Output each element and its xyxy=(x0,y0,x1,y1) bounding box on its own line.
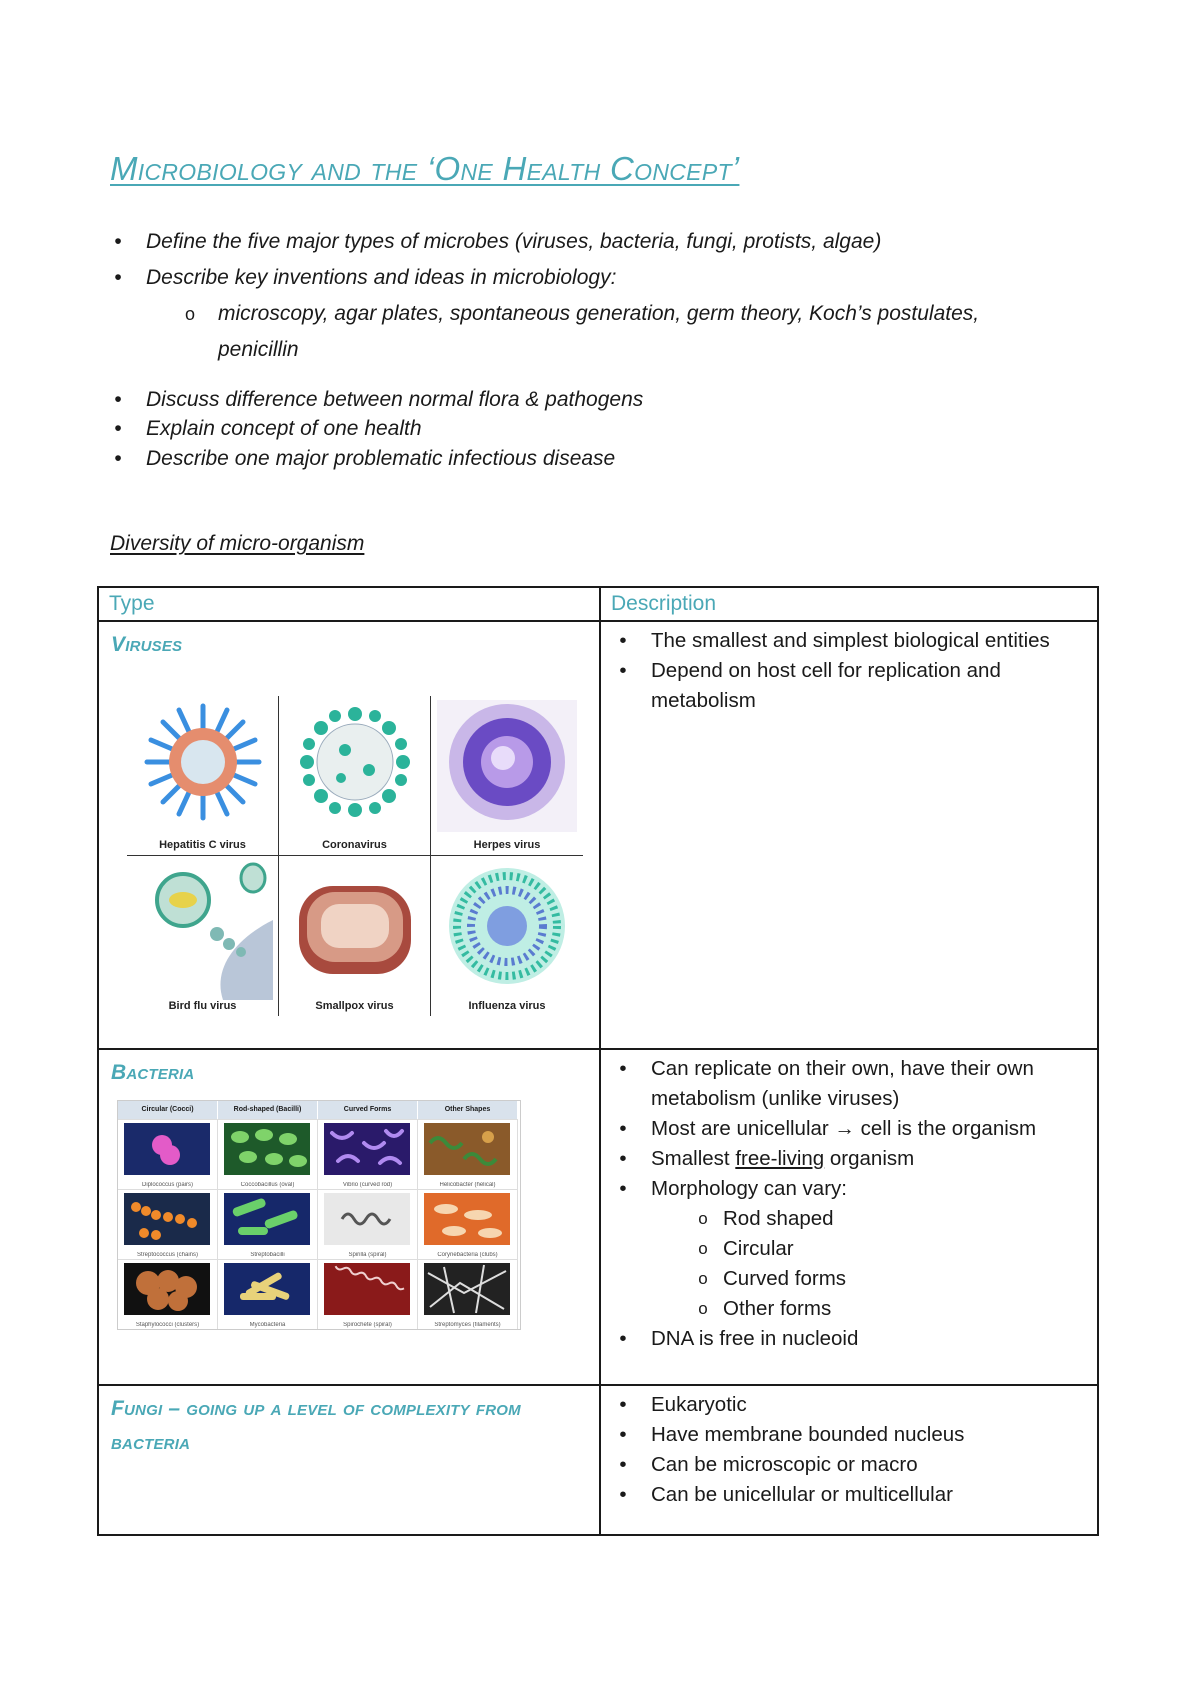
virus-label: Influenza virus xyxy=(468,1000,546,1012)
bacteria-image: Helicobacter (helical) xyxy=(418,1119,518,1189)
virus-image-influenza xyxy=(431,856,583,1016)
virus-image-bird-flu xyxy=(127,856,279,1016)
sub-bullet-icon: o xyxy=(698,1299,708,1318)
list-item: • Describe key inventions and ideas in microbiology: xyxy=(110,260,1090,296)
sub-list-item: o Other forms xyxy=(611,1294,1089,1324)
page-title: Microbiology and the ‘One Health Concept’ xyxy=(110,150,740,187)
list-item: • Can replicate on their own, have their own metabolism (unlike viruses) xyxy=(611,1054,1089,1114)
type-name-fungi: Fungi – going up a level of complexity from bacteria xyxy=(111,1397,521,1454)
bacteria-image: Spirochete (spiral) xyxy=(318,1259,418,1329)
bullet-icon: • xyxy=(619,1057,627,1080)
virus-image-hepatitis-c xyxy=(127,696,279,856)
list-item: • Have membrane bounded nucleus xyxy=(611,1420,1089,1450)
virus-image-coronavirus xyxy=(279,696,431,856)
type-name-bacteria: Bacteria xyxy=(111,1061,195,1084)
virus-image-smallpox xyxy=(279,856,431,1016)
bullet-icon: • xyxy=(619,1393,627,1416)
type-cell-viruses xyxy=(98,621,600,1049)
diversity-table xyxy=(97,586,1099,1536)
bacteria-image: Streptobacilli xyxy=(218,1189,318,1259)
bacteria-image: Coccobacillus (oval) xyxy=(218,1119,318,1189)
sub-list-item: o Rod shaped xyxy=(611,1204,1089,1234)
description-cell-viruses xyxy=(600,621,1098,1049)
bacteria-image: Diplococcus (pairs) xyxy=(118,1119,218,1189)
learning-objectives xyxy=(110,224,1090,474)
virus-label: Hepatitis C virus xyxy=(159,839,246,851)
list-item: • Morphology can vary: xyxy=(611,1174,1089,1204)
sub-bullet-icon: o xyxy=(698,1269,708,1288)
list-item: • Can be microscopic or macro xyxy=(611,1450,1089,1480)
column-header-type: Type xyxy=(98,587,600,621)
section-heading: Diversity of micro-organism xyxy=(110,532,365,555)
type-cell-fungi xyxy=(98,1385,600,1535)
figure-header: Curved Forms xyxy=(318,1101,418,1119)
bacteria-image: Streptomyces (filaments) xyxy=(418,1259,518,1329)
bacteria-image: Streptococcus (chains) xyxy=(118,1189,218,1259)
bullet-icon: • xyxy=(619,1147,627,1170)
bullet-icon: • xyxy=(114,388,122,411)
bullet-icon: • xyxy=(114,447,122,470)
bullet-icon: • xyxy=(619,1453,627,1476)
list-item: • Can be unicellular or multicellular xyxy=(611,1480,1089,1510)
list-item: • Describe one major problematic infectious disease xyxy=(110,444,1090,474)
column-header-description: Description xyxy=(600,587,1098,621)
type-cell-bacteria xyxy=(98,1049,600,1385)
sub-bullet-icon: o xyxy=(698,1239,708,1258)
table-row xyxy=(98,1049,1098,1385)
bullet-icon: • xyxy=(114,417,122,440)
bacteria-morphology-figure xyxy=(117,1100,521,1330)
arrow-icon: → xyxy=(834,1117,855,1140)
table-row xyxy=(98,621,1098,1049)
bacteria-image: Spirilla (spiral) xyxy=(318,1189,418,1259)
virus-image-herpes xyxy=(431,696,583,856)
figure-header: Other Shapes xyxy=(418,1101,518,1119)
figure-header: Rod-shaped (Bacilli) xyxy=(218,1101,318,1119)
bullet-icon: • xyxy=(619,629,627,652)
list-item: • The smallest and simplest biological entities xyxy=(611,626,1089,656)
description-cell-bacteria xyxy=(600,1049,1098,1385)
list-item: • Explain concept of one health xyxy=(110,414,1090,444)
bullet-icon: • xyxy=(619,1177,627,1200)
virus-label: Coronavirus xyxy=(322,839,387,851)
bullet-icon: • xyxy=(619,1327,627,1350)
bullet-icon: • xyxy=(114,266,122,289)
virus-label: Smallpox virus xyxy=(315,1000,394,1012)
bacteria-image: Corynebacteria (clubs) xyxy=(418,1189,518,1259)
type-name-viruses: Viruses xyxy=(111,633,183,656)
bacteria-image: Mycobacteria xyxy=(218,1259,318,1329)
virus-label: Herpes virus xyxy=(473,839,541,851)
description-cell-fungi xyxy=(600,1385,1098,1535)
table-header-row xyxy=(98,587,1098,621)
list-item: • Smallest free-living organism xyxy=(611,1144,1089,1174)
figure-header: Circular (Cocci) xyxy=(118,1101,218,1119)
sub-list-item: o Circular xyxy=(611,1234,1089,1264)
list-item: • Define the five major types of microbes (viruses, bacteria, fungi, protists, algae) xyxy=(110,224,1090,260)
list-item: • DNA is free in nucleoid xyxy=(611,1324,1089,1354)
virus-image-grid xyxy=(127,696,583,1016)
bacteria-image: Vibrio (curved rod) xyxy=(318,1119,418,1189)
table-row xyxy=(98,1385,1098,1535)
bullet-icon: • xyxy=(619,1483,627,1506)
bullet-icon: • xyxy=(619,1117,627,1140)
list-item: • Eukaryotic xyxy=(611,1390,1089,1420)
list-item: • Most are unicellular → cell is the organism xyxy=(611,1114,1089,1144)
bullet-icon: • xyxy=(114,230,122,253)
list-item: • Discuss difference between normal flora & pathogens xyxy=(110,386,1090,414)
sub-bullet-icon: o xyxy=(698,1209,708,1228)
virus-label: Bird flu virus xyxy=(168,1000,237,1012)
sub-list-item: o Curved forms xyxy=(611,1264,1089,1294)
bacteria-image: Staphylococci (clusters) xyxy=(118,1259,218,1329)
bullet-icon: • xyxy=(619,659,627,682)
list-item: • Depend on host cell for replication and metabolism xyxy=(611,656,1089,716)
bullet-icon: • xyxy=(619,1423,627,1446)
sub-list-item: o microscopy, agar plates, spontaneous generation, germ theory, Koch’s postulates, penicillin xyxy=(182,296,1090,368)
sub-bullet-icon: o xyxy=(184,304,195,324)
